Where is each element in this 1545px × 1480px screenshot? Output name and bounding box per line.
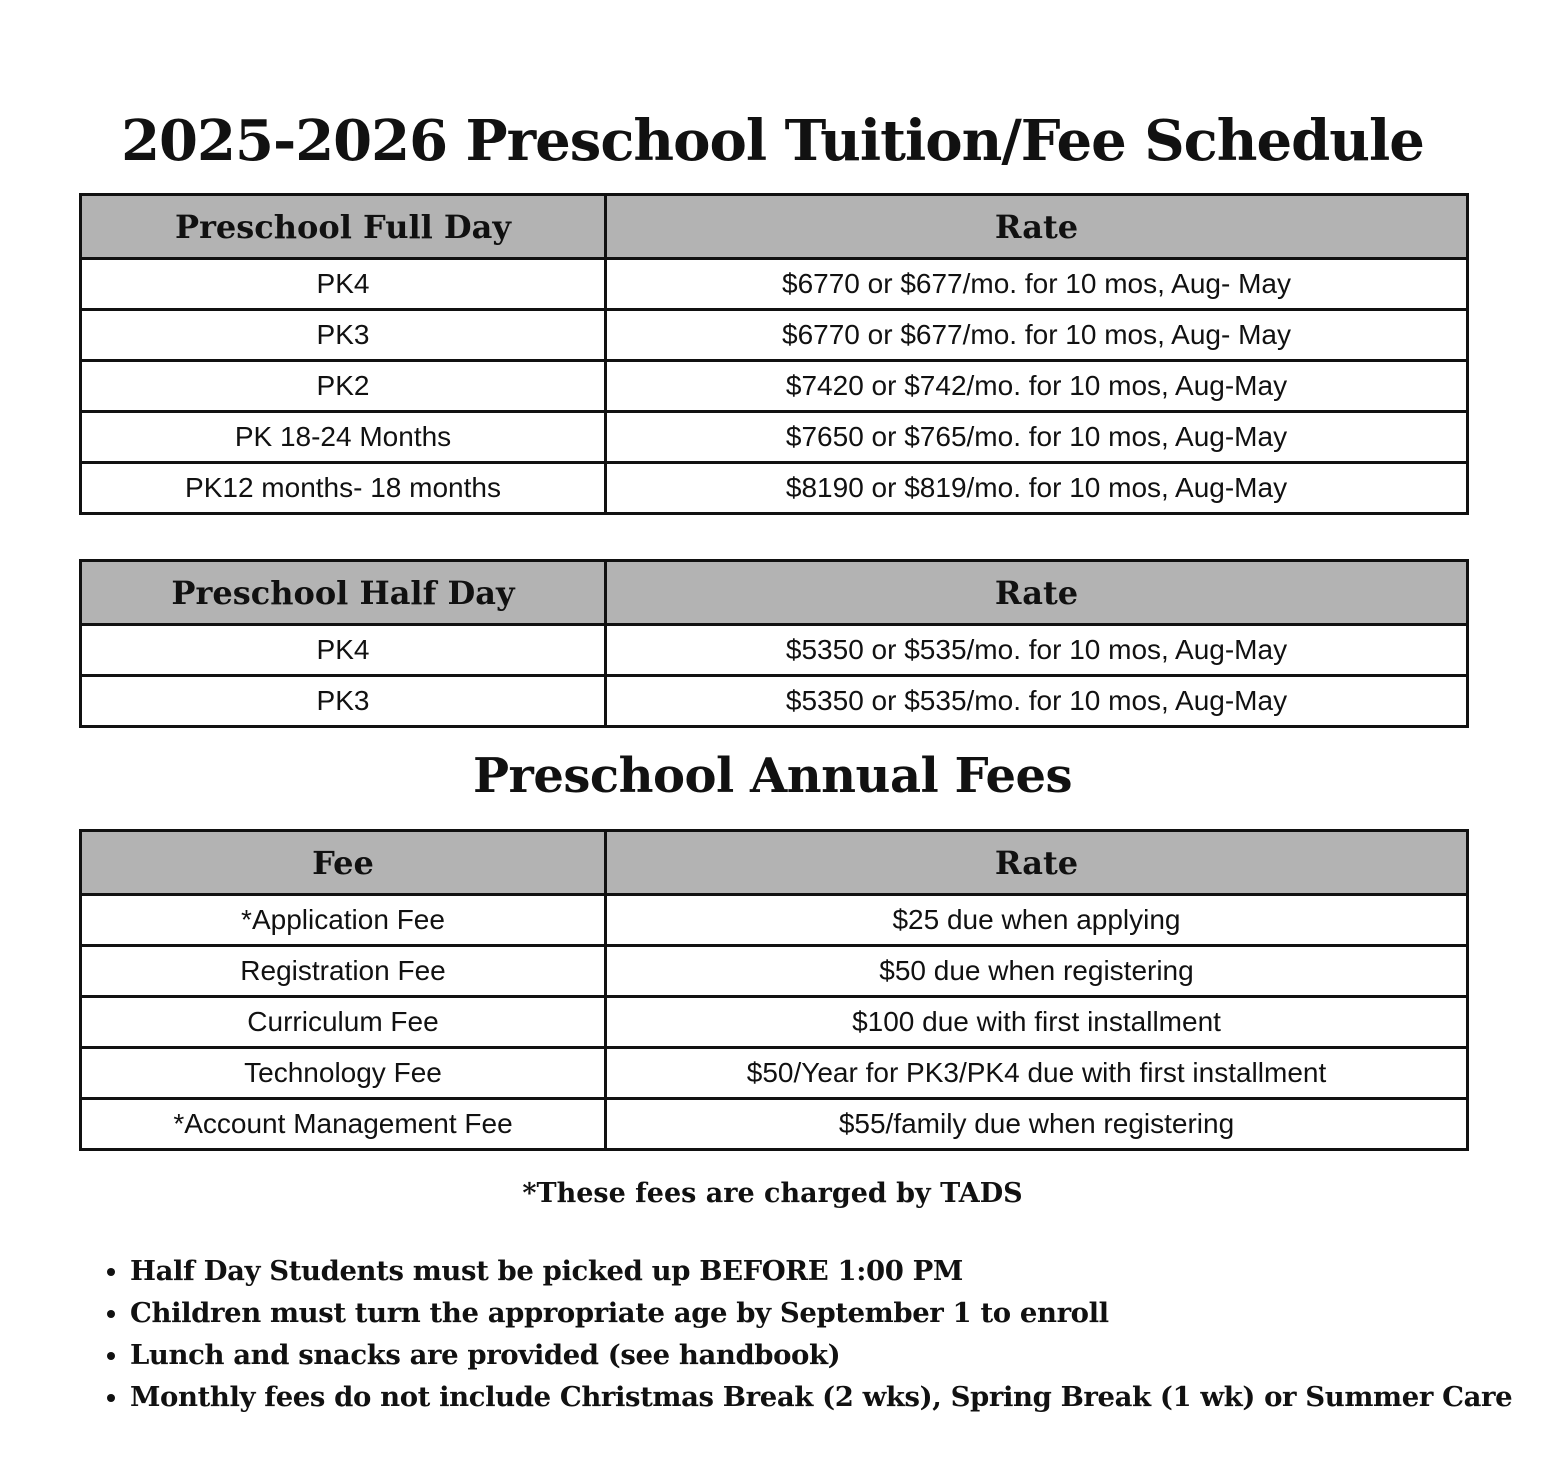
page-title: 2025-2026 Preschool Tuition/Fee Schedule: [121, 108, 1424, 174]
list-item: • Half Day Students must be picked up BEFORE 1:00 PM: [130, 1250, 1545, 1292]
program-cell: PK4: [81, 625, 606, 676]
tads-footnote: *These fees are charged by TADS: [522, 1178, 1023, 1209]
full-day-table: [79, 193, 1469, 515]
program-cell: PK2: [81, 361, 606, 412]
column-header-program: Preschool Full Day: [81, 195, 606, 259]
table-row: [81, 997, 1468, 1048]
program-cell: PK3: [81, 676, 606, 727]
table-row: [81, 895, 1468, 946]
table-row: [81, 676, 1468, 727]
table-row: [81, 259, 1468, 310]
table-row: [81, 946, 1468, 997]
rate-cell: $7650 or $765/mo. for 10 mos, Aug-May: [606, 412, 1468, 463]
column-header-rate: Rate: [606, 561, 1468, 625]
column-header-rate: Rate: [606, 195, 1468, 259]
table-header-row: [81, 195, 1468, 259]
table-header-row: [81, 561, 1468, 625]
fee-cell: *Account Management Fee: [81, 1099, 606, 1150]
column-header-fee: Fee: [81, 831, 606, 895]
rate-cell: $100 due with first installment: [606, 997, 1468, 1048]
list-item: • Children must turn the appropriate age by September 1 to enroll: [130, 1292, 1545, 1334]
annual-fees-table: [79, 829, 1469, 1151]
rate-cell: $6770 or $677/mo. for 10 mos, Aug- May: [606, 259, 1468, 310]
table-row: [81, 463, 1468, 514]
fee-cell: Technology Fee: [81, 1048, 606, 1099]
column-header-rate: Rate: [606, 831, 1468, 895]
fee-cell: Curriculum Fee: [81, 997, 606, 1048]
rate-cell: $5350 or $535/mo. for 10 mos, Aug-May: [606, 676, 1468, 727]
list-item: • Lunch and snacks are provided (see handbook): [130, 1334, 1545, 1376]
program-cell: PK4: [81, 259, 606, 310]
rate-cell: $6770 or $677/mo. for 10 mos, Aug- May: [606, 310, 1468, 361]
notes-list: [90, 1250, 1545, 1418]
rate-cell: $50/Year for PK3/PK4 due with first installment: [606, 1048, 1468, 1099]
fee-cell: *Application Fee: [81, 895, 606, 946]
program-cell: PK12 months- 18 months: [81, 463, 606, 514]
table-row: [81, 1099, 1468, 1150]
annual-fees-title: Preschool Annual Fees: [472, 748, 1073, 804]
rate-cell: $55/family due when registering: [606, 1099, 1468, 1150]
half-day-table: [79, 559, 1469, 728]
column-header-program: Preschool Half Day: [81, 561, 606, 625]
program-cell: PK3: [81, 310, 606, 361]
table-row: [81, 412, 1468, 463]
list-item: • Monthly fees do not include Christmas Break (2 wks), Spring Break (1 wk) or Summer Care: [130, 1376, 1545, 1418]
table-row: [81, 310, 1468, 361]
rate-cell: $50 due when registering: [606, 946, 1468, 997]
program-cell: PK 18-24 Months: [81, 412, 606, 463]
rate-cell: $8190 or $819/mo. for 10 mos, Aug-May: [606, 463, 1468, 514]
table-header-row: [81, 831, 1468, 895]
table-row: [81, 625, 1468, 676]
table-row: [81, 361, 1468, 412]
rate-cell: $5350 or $535/mo. for 10 mos, Aug-May: [606, 625, 1468, 676]
rate-cell: $25 due when applying: [606, 895, 1468, 946]
rate-cell: $7420 or $742/mo. for 10 mos, Aug-May: [606, 361, 1468, 412]
fee-cell: Registration Fee: [81, 946, 606, 997]
table-row: [81, 1048, 1468, 1099]
